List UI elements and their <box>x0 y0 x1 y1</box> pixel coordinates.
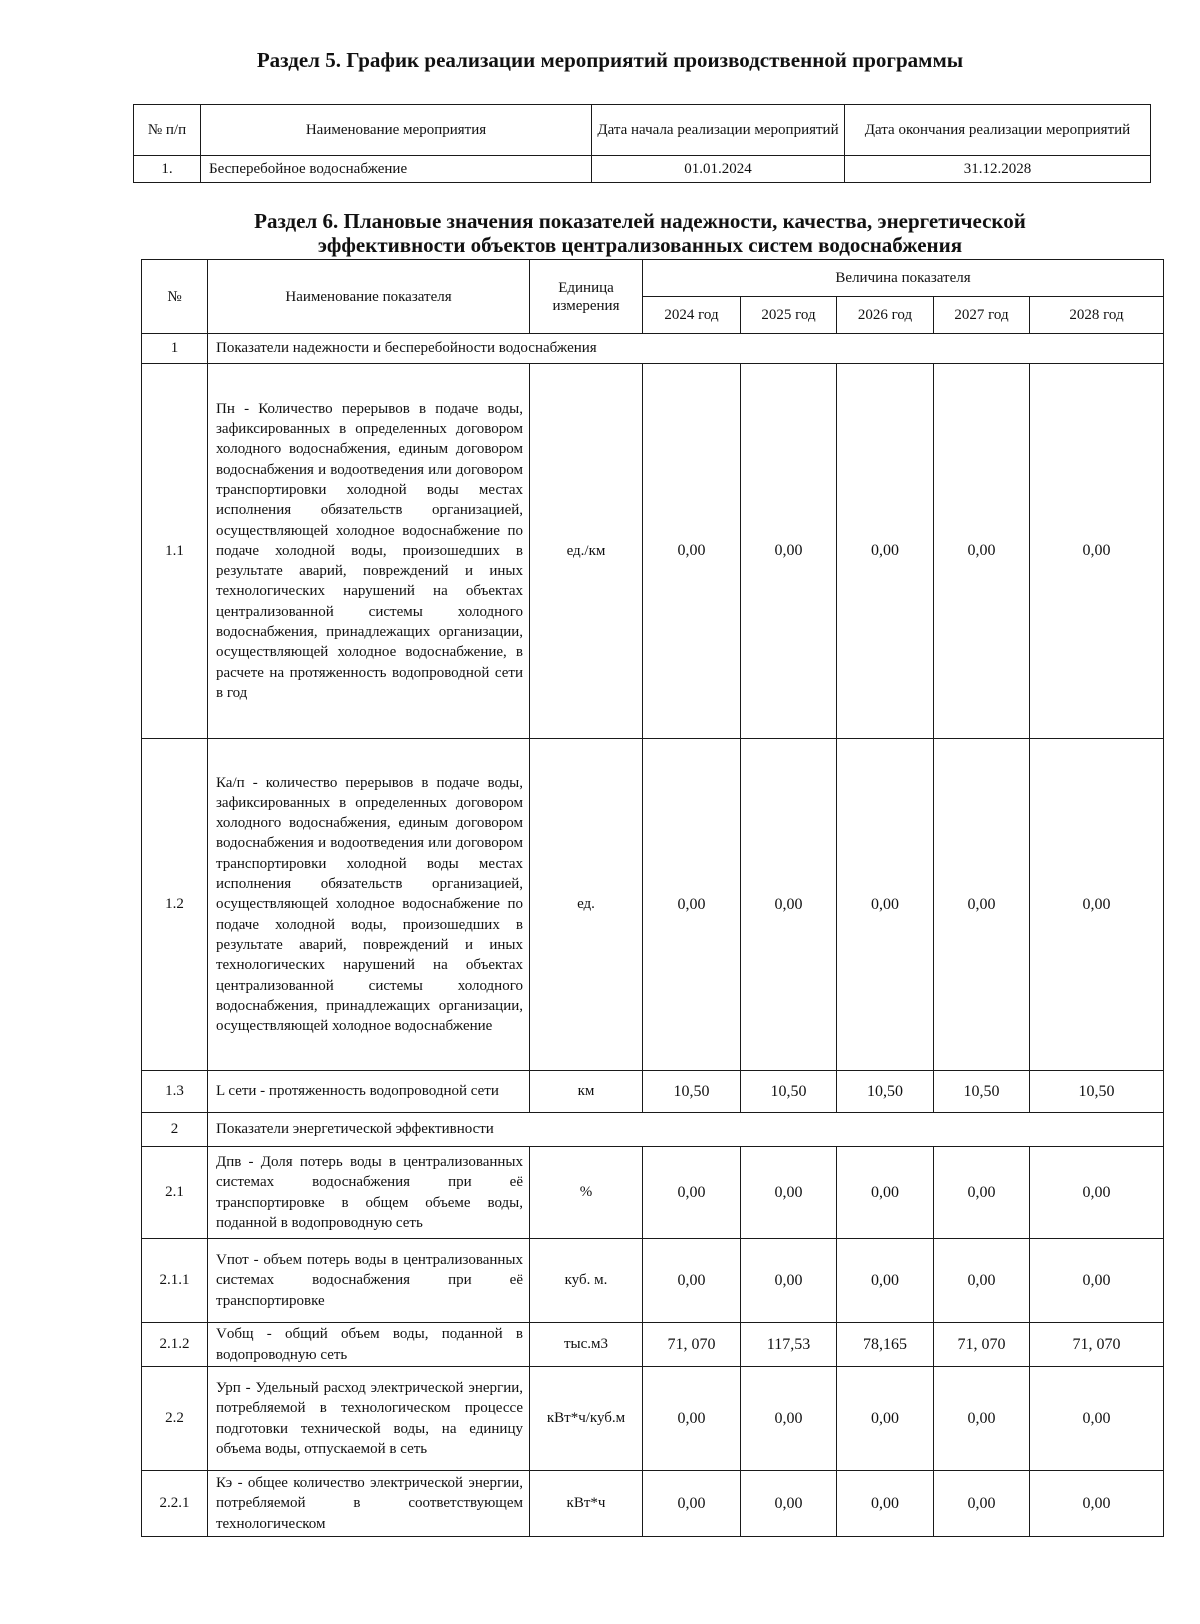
table-row <box>142 1367 1164 1471</box>
row-num: 1.2 <box>142 739 208 1071</box>
row-desc: Пн - Количество перерывов в подаче воды, зафиксированных в определенных договором холодного водоснабжения, единым договором водоснабжения и водоотведения или договором транспортировки холодной воды местах исполнения обязательств организацией, осуществляющей холодное водоснабжение по подаче холодной воды, произошедших в результате аварий, повреждений и иных технологических нарушений на объектах централизованной системы холодного водоснабжения, принадлежащих организации, осуществляющей холодное водоснабжение, в расчете на протяженность водопроводной сети в год <box>208 364 530 739</box>
row-value-2024: 0,00 <box>643 1471 741 1537</box>
row-value-2025: 0,00 <box>741 1239 837 1323</box>
col-header-value-group: Величина показателя <box>643 260 1164 297</box>
row-value-2024: 0,00 <box>643 739 741 1071</box>
row-desc: Vпот - объем потерь воды в централизованных системах водоснабжения при её транспортировке <box>208 1239 530 1323</box>
section-num: 2 <box>142 1113 208 1147</box>
section-row <box>142 334 1164 364</box>
row-value-2026: 0,00 <box>837 1471 934 1537</box>
row-desc: L сети - протяженность водопроводной сети <box>208 1071 530 1113</box>
table-row <box>142 1147 1164 1239</box>
row-value-2024: 0,00 <box>643 1367 741 1471</box>
table-header-row <box>134 105 1151 156</box>
row-value-2025: 0,00 <box>741 739 837 1071</box>
row-value-2026: 0,00 <box>837 1239 934 1323</box>
col-header-year-2027: 2027 год <box>934 297 1030 334</box>
row-value-2026: 0,00 <box>837 1367 934 1471</box>
col-header-end-date: Дата окончания реализации мероприятий <box>845 105 1151 156</box>
row-value-2028: 0,00 <box>1030 1239 1164 1323</box>
row-unit: куб. м. <box>530 1239 643 1323</box>
section-num: 1 <box>142 334 208 364</box>
row-value-2028: 0,00 <box>1030 364 1164 739</box>
section-title: Показатели надежности и бесперебойности водоснабжения <box>208 334 1164 364</box>
table-row <box>142 1471 1164 1537</box>
row-desc: Ка/п - количество перерывов в подаче воды, зафиксированных в определенных договором холодного водоснабжения, единым договором водоснабжения и водоотведения или договором транспортировки холодной воды местах исполнения обязательств организацией, осуществляющей холодное водоснабжение по подаче холодной воды, произошедших в результате аварий, повреждений и иных технологических нарушений на объектах централизованной системы холодного водоснабжения, принадлежащих организации, осуществляющей холодное водоснабжение <box>208 739 530 1071</box>
col-header-num: № п/п <box>134 105 201 156</box>
col-header-year-2028: 2028 год <box>1030 297 1164 334</box>
row-value-2026: 78,165 <box>837 1323 934 1367</box>
col-header-name: Наименование мероприятия <box>201 105 592 156</box>
row-value-2028: 0,00 <box>1030 1367 1164 1471</box>
row-unit: ед./км <box>530 364 643 739</box>
row-value-2027: 0,00 <box>934 739 1030 1071</box>
col-header-unit: Единица измерения <box>530 260 643 334</box>
row-desc: Кэ - общее количество электрической энергии, потребляемой в соответствующем технологическом <box>208 1471 530 1537</box>
table-row <box>142 1323 1164 1367</box>
row-num: 1.1 <box>142 364 208 739</box>
row-num: 2.1.2 <box>142 1323 208 1367</box>
row-value-2026: 0,00 <box>837 364 934 739</box>
row-value-2025: 0,00 <box>741 1147 837 1239</box>
row-value-2027: 0,00 <box>934 1367 1030 1471</box>
section6-indicators-table <box>141 259 1164 1537</box>
row-num: 1. <box>134 156 201 183</box>
table-row <box>142 1071 1164 1113</box>
col-header-year-2025: 2025 год <box>741 297 837 334</box>
row-unit: % <box>530 1147 643 1239</box>
row-start-date: 01.01.2024 <box>592 156 845 183</box>
section-row <box>142 1113 1164 1147</box>
row-value-2027: 0,00 <box>934 1147 1030 1239</box>
row-value-2025: 0,00 <box>741 1471 837 1537</box>
table-header-row <box>142 260 1164 297</box>
row-desc: Vобщ - общий объем воды, поданной в водопроводную сеть <box>208 1323 530 1367</box>
row-value-2028: 0,00 <box>1030 1147 1164 1239</box>
row-value-2028: 71, 070 <box>1030 1323 1164 1367</box>
row-value-2027: 10,50 <box>934 1071 1030 1113</box>
table-row <box>142 364 1164 739</box>
row-value-2028: 0,00 <box>1030 1471 1164 1537</box>
row-desc: Урп - Удельный расход электрической энергии, потребляемой в технологическом процессе подготовки технической воды, на единицу объема воды, отпускаемой в сеть <box>208 1367 530 1471</box>
row-num: 1.3 <box>142 1071 208 1113</box>
table-row <box>142 739 1164 1071</box>
row-unit: ед. <box>530 739 643 1071</box>
row-value-2026: 10,50 <box>837 1071 934 1113</box>
row-num: 2.1 <box>142 1147 208 1239</box>
row-num: 2.2.1 <box>142 1471 208 1537</box>
col-header-name: Наименование показателя <box>208 260 530 334</box>
row-num: 2.1.1 <box>142 1239 208 1323</box>
section6-title-line2: эффективности объектов централизованных систем водоснабжения <box>317 233 963 257</box>
col-header-year-2024: 2024 год <box>643 297 741 334</box>
row-value-2024: 10,50 <box>643 1071 741 1113</box>
row-value-2026: 0,00 <box>837 739 934 1071</box>
row-value-2024: 0,00 <box>643 1147 741 1239</box>
section6-title <box>140 209 1140 257</box>
row-value-2024: 0,00 <box>643 1239 741 1323</box>
col-header-num: № <box>142 260 208 334</box>
row-value-2027: 71, 070 <box>934 1323 1030 1367</box>
row-value-2027: 0,00 <box>934 1471 1030 1537</box>
row-value-2025: 0,00 <box>741 364 837 739</box>
col-header-start-date: Дата начала реализации мероприятий <box>592 105 845 156</box>
row-value-2025: 10,50 <box>741 1071 837 1113</box>
row-value-2027: 0,00 <box>934 1239 1030 1323</box>
row-value-2028: 10,50 <box>1030 1071 1164 1113</box>
section5-title: Раздел 5. График реализации мероприятий производственной программы <box>256 48 964 72</box>
row-end-date: 31.12.2028 <box>845 156 1151 183</box>
row-value-2027: 0,00 <box>934 364 1030 739</box>
row-value-2025: 117,53 <box>741 1323 837 1367</box>
row-desc: Дпв - Доля потерь воды в централизованных системах водоснабжения при её транспортировке в общем объеме воды, поданной в водопроводную сеть <box>208 1147 530 1239</box>
table-row <box>134 156 1151 183</box>
row-unit: км <box>530 1071 643 1113</box>
row-unit: кВт*ч <box>530 1471 643 1537</box>
row-num: 2.2 <box>142 1367 208 1471</box>
row-value-2025: 0,00 <box>741 1367 837 1471</box>
row-value-2028: 0,00 <box>1030 739 1164 1071</box>
section5-schedule-table <box>133 104 1151 183</box>
row-unit: тыс.м3 <box>530 1323 643 1367</box>
col-header-year-2026: 2026 год <box>837 297 934 334</box>
row-value-2026: 0,00 <box>837 1147 934 1239</box>
section-title: Показатели энергетической эффективности <box>208 1113 1164 1147</box>
table-row <box>142 1239 1164 1323</box>
section6-title-line1: Раздел 6. Плановые значения показателей надежности, качества, энергетической <box>254 209 1026 233</box>
row-name: Бесперебойное водоснабжение <box>201 156 592 183</box>
row-value-2024: 0,00 <box>643 364 741 739</box>
row-value-2024: 71, 070 <box>643 1323 741 1367</box>
row-unit: кВт*ч/куб.м <box>530 1367 643 1471</box>
